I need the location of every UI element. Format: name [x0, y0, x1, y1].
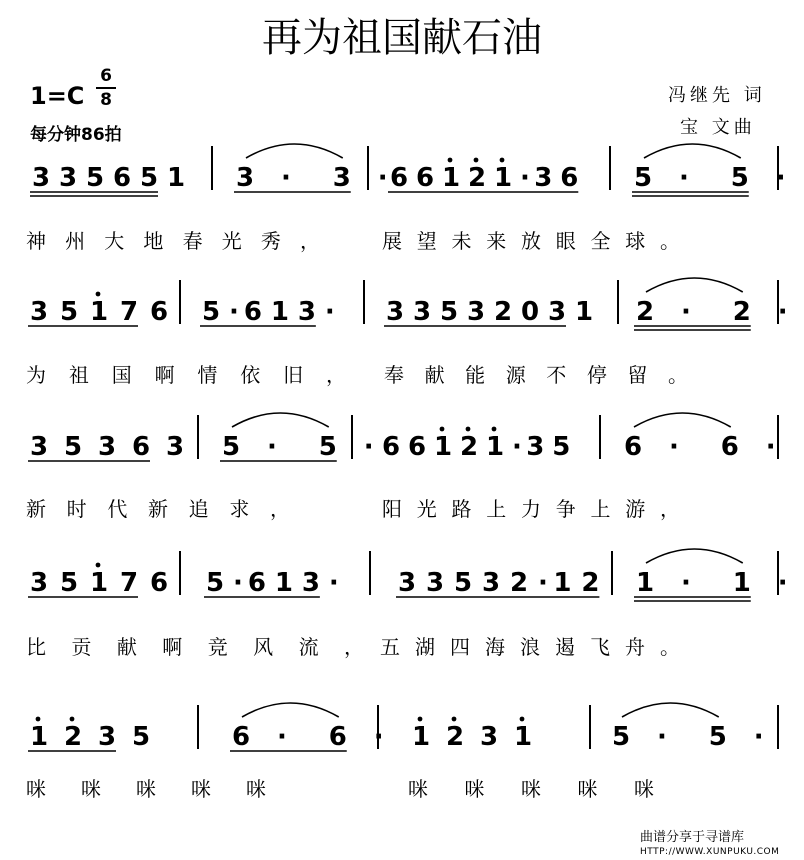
tie-arc	[646, 278, 743, 292]
note: 6	[624, 432, 643, 462]
note: 1	[553, 568, 572, 598]
lyric-char: 来	[486, 229, 507, 253]
octave-dot	[520, 717, 525, 722]
watermark-text: 曲谱分享于寻谱库	[640, 830, 745, 845]
lyric-char: ，	[344, 635, 364, 659]
note: 6	[416, 163, 435, 193]
lyric-char: 比	[26, 635, 46, 659]
lyric-char: 献	[424, 363, 445, 387]
note: 3	[548, 297, 567, 327]
octave-dot	[448, 158, 453, 163]
lyric-char: 旧	[283, 363, 304, 387]
note: 1	[90, 297, 109, 327]
note: 3	[59, 163, 78, 193]
note: 5	[202, 297, 221, 327]
note: 6	[247, 568, 266, 598]
lyric-char: 春	[182, 229, 203, 253]
lyric-char: 新	[26, 497, 46, 521]
lyric-char: 国	[111, 363, 132, 387]
lyric-char: 未	[451, 229, 472, 253]
lyric-char: 全	[590, 229, 611, 253]
lyric-char: 献	[116, 635, 137, 659]
octave-dot	[492, 427, 497, 432]
octave-dot	[96, 292, 101, 297]
duration-dot: ·	[679, 163, 689, 193]
lyric-char: 咪	[577, 777, 598, 801]
lyric-char: 大	[104, 229, 125, 253]
lyric-char: 展	[382, 229, 402, 253]
note: 2	[510, 568, 529, 598]
duration-dot: ·	[229, 297, 239, 327]
lyric-char: 咪	[634, 777, 654, 801]
lyric-char: 贡	[71, 635, 92, 659]
lyric-char: 能	[465, 363, 486, 387]
lyric-char: 咪	[81, 777, 101, 801]
note: 3	[98, 432, 117, 462]
note: 1	[434, 432, 453, 462]
note: 5	[634, 163, 653, 193]
tie-arc	[246, 144, 343, 158]
watermark-url: HTTP://WWW.XUNPUKU.COM	[640, 847, 780, 857]
duration-dot: ·	[775, 163, 786, 193]
note: 1	[167, 163, 186, 193]
note: 5	[222, 432, 241, 462]
lyric-char: 海	[485, 635, 505, 659]
lyric-char: 咪	[464, 777, 485, 801]
note: 3	[467, 297, 486, 327]
lyric-char: 咪	[136, 777, 156, 801]
lyric-char: 湖	[415, 635, 435, 659]
lyric-char: 源	[505, 363, 526, 387]
lyric-char: 不	[546, 363, 567, 387]
lyric-char: 啊	[154, 363, 175, 387]
duration-dot: ·	[538, 568, 548, 598]
duration-dot: ·	[324, 297, 335, 327]
time-signature-bottom: 8	[100, 90, 112, 110]
duration-dot: ·	[277, 722, 287, 752]
note: 5	[64, 432, 83, 462]
note: 2	[460, 432, 479, 462]
tie-arc	[634, 413, 731, 427]
lyric-char: 咪	[26, 777, 46, 801]
note: 6	[328, 722, 347, 752]
note: 2	[468, 163, 487, 193]
octave-dot	[36, 717, 41, 722]
note: 2	[446, 722, 465, 752]
note: 1	[442, 163, 461, 193]
lyric-char: 舟	[625, 635, 645, 659]
lyric-char: 竞	[207, 635, 228, 659]
lyric-char: 代	[107, 497, 128, 521]
lyric-char: 为	[26, 363, 46, 387]
lyric-char: 咪	[191, 777, 211, 801]
note: 5	[132, 722, 151, 752]
note: 3	[413, 297, 432, 327]
note: 1	[732, 568, 751, 598]
lyric-char: 阳	[382, 497, 402, 521]
note: 3	[398, 568, 417, 598]
note: 3	[386, 297, 405, 327]
lyric-char: 。	[660, 635, 680, 659]
note: 6	[560, 163, 579, 193]
lyric-char: 新	[148, 497, 168, 521]
note: 6	[232, 722, 251, 752]
lyric-char: 。	[668, 363, 688, 387]
octave-dot	[70, 717, 75, 722]
lyric-char: 上	[590, 497, 611, 521]
tie-arc	[646, 549, 743, 563]
note: 6	[720, 432, 739, 462]
duration-dot: ·	[373, 722, 384, 752]
lyric-char: 啊	[162, 635, 183, 659]
note: 1	[274, 568, 293, 598]
note: 6	[150, 297, 169, 327]
octave-dot	[440, 427, 445, 432]
lyricist-credit: 冯继先 词	[668, 85, 766, 106]
duration-dot: ·	[657, 722, 667, 752]
note: 2	[732, 297, 751, 327]
note: 6	[150, 568, 169, 598]
duration-dot: ·	[681, 568, 691, 598]
duration-dot: ·	[777, 297, 788, 327]
lyric-char: 遏	[555, 635, 575, 659]
lyric-char: 流	[298, 635, 319, 659]
note: 1	[486, 432, 505, 462]
note: 3	[534, 163, 553, 193]
note: 2	[636, 297, 655, 327]
note: 5	[60, 297, 79, 327]
note: 5	[454, 568, 473, 598]
note: 3	[98, 722, 117, 752]
note: 1	[575, 297, 594, 327]
lyric-char: 依	[240, 363, 261, 387]
note: 3	[482, 568, 501, 598]
tie-arc	[232, 413, 329, 427]
note: 5	[552, 432, 571, 462]
note: 6	[408, 432, 427, 462]
note: 5	[318, 432, 337, 462]
duration-dot: ·	[681, 297, 691, 327]
lyric-char: 停	[586, 363, 607, 387]
key-signature: 1=C	[30, 82, 85, 110]
note: 5	[140, 163, 159, 193]
octave-dot	[500, 158, 505, 163]
note: 3	[526, 432, 545, 462]
octave-dot	[452, 717, 457, 722]
time-signature-top: 6	[100, 66, 112, 86]
note: 6	[113, 163, 132, 193]
lyric-char: 飞	[590, 635, 610, 659]
note: 2	[64, 722, 83, 752]
composer-credit: 宝 文曲	[680, 117, 756, 138]
duration-dot: ·	[363, 432, 374, 462]
lyric-char: 浪	[520, 635, 540, 659]
lyric-char: 留	[627, 363, 648, 387]
tempo-marking: 每分钟86拍	[30, 125, 122, 145]
note: 3	[426, 568, 445, 598]
lyric-char: 放	[521, 229, 541, 253]
lyric-char: 四	[450, 635, 470, 659]
note: 6	[382, 432, 401, 462]
lyric-char: 情	[197, 363, 218, 387]
lyric-char: 秀	[260, 229, 281, 253]
note: 3	[166, 432, 185, 462]
note: 5	[730, 163, 749, 193]
lyric-char: 球	[625, 229, 646, 253]
lyric-char: 光	[221, 229, 242, 253]
duration-dot: ·	[512, 432, 522, 462]
note: 2	[494, 297, 513, 327]
tie-arc	[242, 703, 339, 717]
lyric-char: 上	[486, 497, 507, 521]
note: 3	[297, 297, 316, 327]
lyric-char: 咪	[408, 777, 428, 801]
duration-dot: ·	[281, 163, 291, 193]
lyric-char: 咪	[521, 777, 541, 801]
duration-dot: ·	[669, 432, 679, 462]
lyric-char: 路	[451, 497, 472, 521]
note: 2	[581, 568, 600, 598]
note: 1	[412, 722, 431, 752]
lyric-char: 时	[66, 497, 87, 521]
note: 3	[480, 722, 499, 752]
lyric-char: 争	[555, 497, 576, 521]
lyric-char: 神	[26, 229, 46, 253]
lyric-char: 地	[143, 229, 164, 253]
octave-dot	[466, 427, 471, 432]
lyric-char: 求	[229, 497, 250, 521]
note: 1	[514, 722, 533, 752]
lyric-char: ，	[326, 363, 346, 387]
note: 3	[301, 568, 320, 598]
note: 3	[30, 568, 49, 598]
lyric-char: 咪	[246, 777, 266, 801]
duration-dot: ·	[328, 568, 339, 598]
note: 1	[270, 297, 289, 327]
octave-dot	[96, 563, 101, 568]
duration-dot: ·	[377, 163, 388, 193]
lyric-char: 五	[380, 635, 400, 659]
note: 1	[636, 568, 655, 598]
note: 3	[236, 163, 255, 193]
duration-dot: ·	[777, 568, 788, 598]
lyric-char: 光	[416, 497, 437, 521]
octave-dot	[418, 717, 423, 722]
note: 5	[440, 297, 459, 327]
lyric-char: 风	[253, 635, 274, 659]
note: 7	[120, 297, 139, 327]
song-title: 再为祖国献石油	[262, 15, 542, 61]
lyric-char: 奉	[384, 363, 404, 387]
note: 3	[30, 297, 49, 327]
lyric-char: ，	[270, 497, 290, 521]
note: 5	[206, 568, 225, 598]
note: 5	[708, 722, 727, 752]
note: 1	[90, 568, 109, 598]
lyric-char: 州	[65, 229, 86, 253]
lyric-char: ，	[300, 229, 320, 253]
lyric-char: 望	[416, 229, 437, 253]
duration-dot: ·	[267, 432, 277, 462]
lyric-char: 游	[625, 497, 646, 521]
note: 7	[120, 568, 139, 598]
note: 6	[132, 432, 151, 462]
tie-arc	[644, 144, 741, 158]
duration-dot: ·	[765, 432, 776, 462]
duration-dot: ·	[233, 568, 243, 598]
tie-arc	[622, 703, 719, 717]
lyric-char: 祖	[68, 363, 89, 387]
note: 5	[86, 163, 105, 193]
note: 6	[390, 163, 409, 193]
lyric-char: ，	[660, 497, 680, 521]
lyric-char: 眼	[555, 229, 576, 253]
note: 0	[521, 297, 540, 327]
lyric-char: 力	[521, 497, 541, 521]
duration-dot: ·	[520, 163, 530, 193]
note: 3	[30, 432, 49, 462]
duration-dot: ·	[753, 722, 764, 752]
note: 1	[30, 722, 49, 752]
lyric-char: 追	[188, 497, 209, 521]
lyric-char: 。	[660, 229, 680, 253]
note: 5	[612, 722, 631, 752]
note: 3	[32, 163, 51, 193]
note: 1	[494, 163, 513, 193]
note: 5	[60, 568, 79, 598]
note: 3	[332, 163, 351, 193]
note: 6	[243, 297, 262, 327]
octave-dot	[474, 158, 479, 163]
